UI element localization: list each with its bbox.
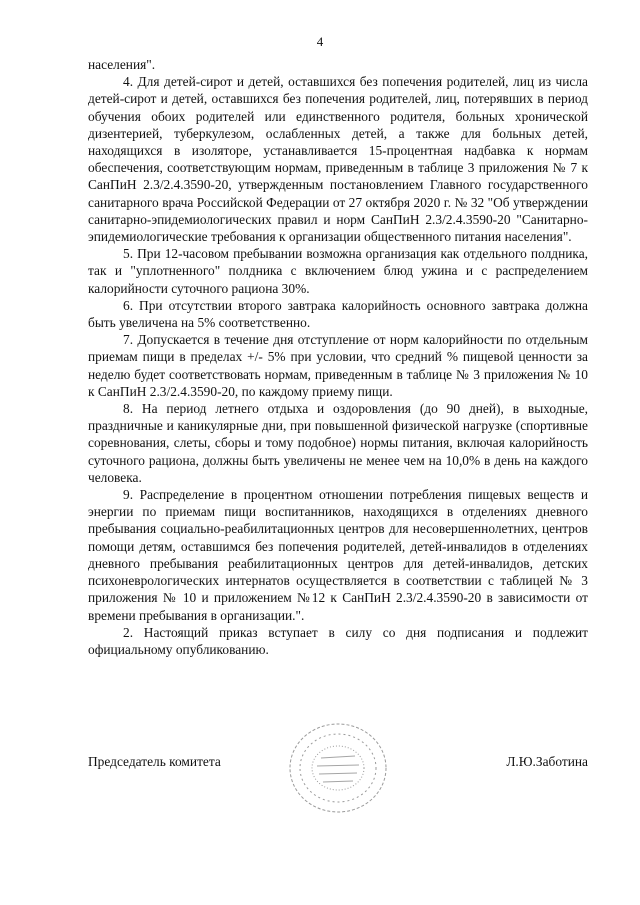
paragraph-item-8: 8. На период летнего отдыха и оздоровления (до 90 дней), в выходные, праздничные и каникулярные дни, при повышенной физической нагрузке (спортивные соревнования, слеты, сборы и тому подобное) нормы питания, включая калорийность суточного рациона, должны быть увеличены не менее чем на 10,0% в день на каждого человека. [88, 401, 588, 485]
page-number: 4 [316, 34, 324, 49]
paragraph-item-5: 5. При 12-часовом пребывании возможна организация как отдельного полдника, так и "уплотненного" полдника с включением блюд ужина и с распределением калорийности суточного рациона 30%. [88, 246, 588, 296]
paragraph-item-6: 6. При отсутствии второго завтрака калорийность основного завтрака должна быть увеличена на 5% соответственно. [88, 297, 588, 331]
paragraph-order-2: 2. Настоящий приказ вступает в силу со дня подписания и подлежит официальному опубликованию. [88, 624, 588, 657]
signature-block [88, 754, 588, 774]
document-body [88, 56, 588, 658]
paragraph-continuation: населения". [88, 57, 156, 72]
paragraph-item-9: 9. Распределение в процентном отношении потребления пищевых веществ и энергии по приемам пищи воспитанников, находящихся в отделениях дневного пребывания социально-реабилитационных центров для несовершеннолетних, центров помощи детям, оставшимся без попечения родителей, детей-инвалидов в отделениях дневного пребывания реабилитационных центров для детей-инвалидов, детских психоневрологических интернатов осуществляется в соответствии с таблицей № 3 приложения № 10 и приложением №12 к СанПиН 2.3/2.4.3590-20 в зависимости от времени пребывания в организации.". [88, 487, 588, 623]
signatory-title: Председатель комитета [88, 754, 221, 769]
signatory-name: Л.Ю.Заботина [506, 754, 588, 769]
paragraph-item-7: 7. Допускается в течение дня отступление от норм калорийности по отдельным приемам пищи в пределах +/- 5% при условии, что средний % пищевой ценности за неделю будет соответствовать нормам, приведенным в таблице № 3 приложения № 10 к СанПиН 2.3/2.4.3590-20, по каждому приему пищи. [88, 332, 588, 399]
paragraph-item-4: 4. Для детей-сирот и детей, оставшихся без попечения родителей, лиц из числа детей-сирот и детей, оставшихся без попечения родителей, лиц, потерявших в период обучения обоих родителей или единственного родителя, больных хронической дизентерией, туберкулезом, ослабленных детей, а также для больных детей, находящихся в изоляторе, устанавливается 15-процентная надбавка к нормам обеспечения, соответствующим нормам, приведенным в таблице 3 приложения № 7 к СанПиН 2.3/2.4.3590-20, утвержденным постановлением Главного государственного санитарного врача Российской Федерации от 27 октября 2020 г. № 32 "Об утверждении санитарно-эпидемиологических правил и норм СанПиН 2.3/2.4.3590-20 "Санитарно-эпидемиологические требования к организации общественного питания населения". [88, 74, 588, 245]
